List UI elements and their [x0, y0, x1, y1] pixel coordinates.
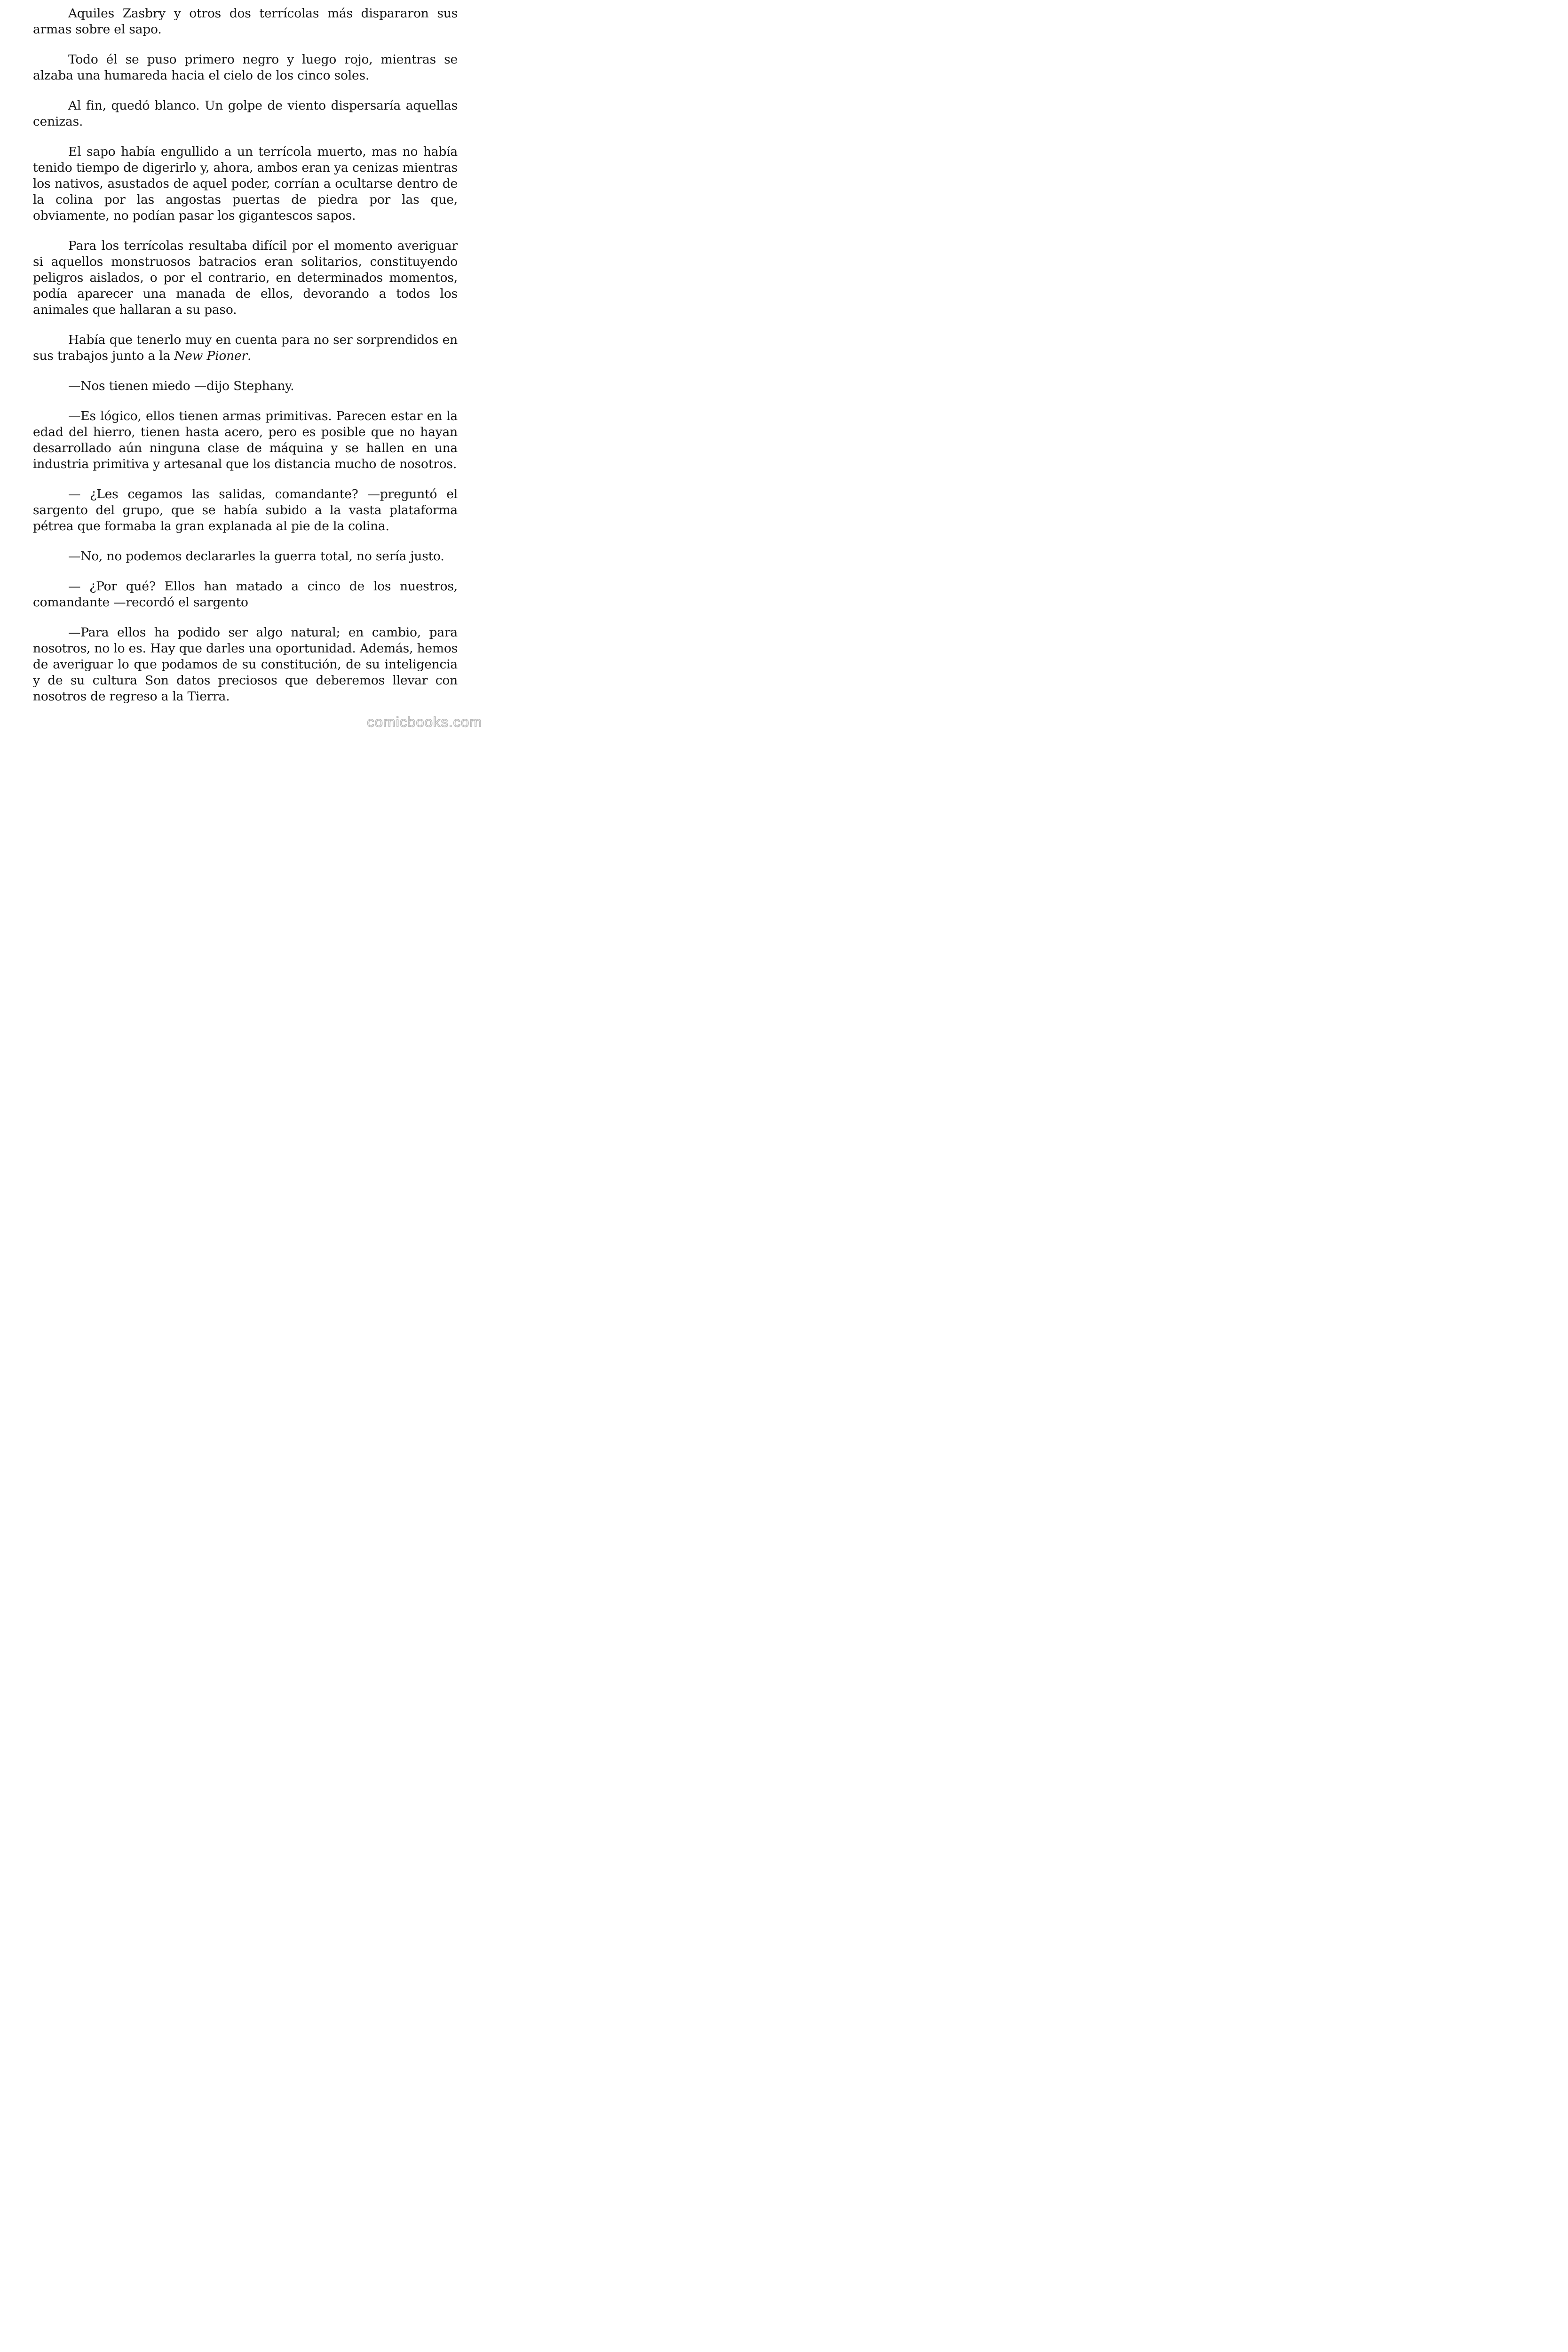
paragraph: —Es lógico, ellos tienen armas primitivas. Parecen estar en la edad del hierro, tienen hasta acero, pero es posible que no hayan desarrollado aún ninguna clase de máquina y se hallen en una industria primitiva y artesanal que los distancia mucho de nosotros.	[33, 409, 458, 471]
paragraph: — ¿Por qué? Ellos han matado a cinco de los nuestros, comandante —recordó el sargento	[33, 579, 458, 610]
paragraph: Aquiles Zasbry y otros dos terrícolas más dispararon sus armas sobre el sapo.	[33, 6, 458, 37]
paragraph-text: Había que tenerlo muy en cuenta para no ser sorprendidos en sus trabajos junto a la	[33, 333, 458, 363]
paragraph: —No, no podemos declararles la guerra total, no sería justo.	[68, 549, 444, 564]
paragraph: —Nos tienen miedo —dijo Stephany.	[68, 379, 294, 393]
paragraph: Todo él se puso primero negro y luego rojo, mientras se alzaba una humareda hacia el cielo de los cinco soles.	[33, 52, 458, 83]
ship-name: New Pioner	[174, 349, 247, 363]
paragraph: — ¿Les cegamos las salidas, comandante? —preguntó el sargento del grupo, que se había subido a la vasta plataforma pétrea que formaba la gran explanada al pie de la colina.	[33, 487, 458, 533]
paragraph: —Para ellos ha podido ser algo natural; en cambio, para nosotros, no lo es. Hay que darles una oportunidad. Además, hemos de averiguar lo que podamos de su constitución, de su inteligencia y de su cultura Son datos preciosos que deberemos llevar con nosotros de regreso a la Tierra.	[33, 625, 458, 704]
paragraph-text: .	[247, 349, 252, 363]
watermark: comicbooks.com	[367, 714, 482, 730]
paragraph	[33, 332, 458, 364]
page-text	[33, 6, 458, 705]
paragraph: El sapo había engullido a un terrícola muerto, mas no había tenido tiempo de digerirlo y, ahora, ambos eran ya cenizas mientras los nativos, asustados de aquel poder, corrían a ocultarse dentro de la colina por las angostas puertas de piedra por las que, obviamente, no podían pasar los gigantescos sapos.	[33, 144, 458, 223]
paragraph: Para los terrícolas resultaba difícil por el momento averiguar si aquellos monstruosos batracios eran solitarios, constituyendo peligros aislados, o por el contrario, en determinados momentos, podía aparecer una manada de ellos, devorando a todos los animales que hallaran a su paso.	[33, 238, 458, 317]
paragraph: Al fin, quedó blanco. Un golpe de viento dispersaría aquellas cenizas.	[33, 98, 458, 129]
